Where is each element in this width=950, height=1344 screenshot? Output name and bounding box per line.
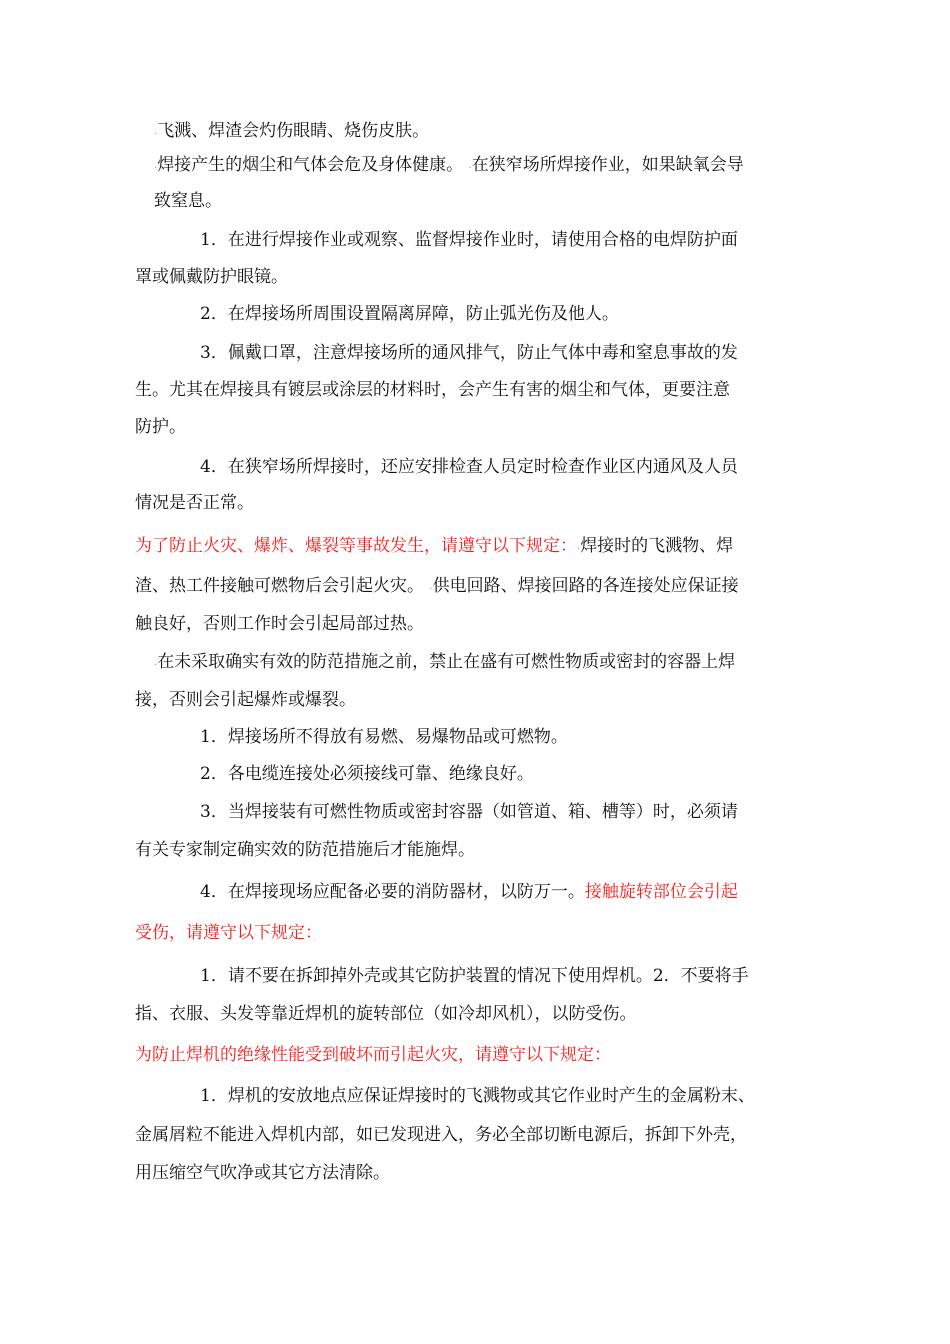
text-line [135, 535, 733, 558]
list-marker: . [154, 126, 158, 137]
list-marker: . [154, 160, 158, 171]
text-line: 4．在狭窄场所焊接时，还应安排检查人员定时检查作业区内通风及人员 [200, 457, 738, 477]
text-line: 2．在焊接场所周围设置隔离屏障，防止弧光伤及他人。 [200, 304, 619, 324]
list-marker: . [429, 581, 433, 592]
text-line [154, 120, 429, 143]
heading-red: 为了防止火灾、爆炸、爆裂等事故发生，请遵守以下规定： [135, 536, 577, 556]
text-span: 供电回路、焊接回路的各连接处应保证接 [432, 576, 739, 596]
text-line: 致窒息。 [154, 191, 222, 211]
heading-red: 受伤，请遵守以下规定： [135, 923, 322, 943]
text-span: 渣、热工件接触可燃物后会引起火灾。 [135, 576, 424, 596]
text-line: 用压缩空气吹净或其它方法清除。 [135, 1163, 390, 1183]
text-line: 接，否则会引起爆炸或爆裂。 [135, 690, 356, 710]
text-span: 4．在焊接现场应配备必要的消防器材，以防万一。 [200, 882, 585, 902]
text-line [154, 154, 744, 177]
list-marker: . [468, 160, 472, 171]
text-line: 有关专家制定确实效的防范措施后才能施焊。 [135, 840, 475, 860]
text-line: 触良好，否则工作时会引起局部过热。 [135, 614, 424, 634]
heading-red: 接触旋转部位会引起 [584, 882, 738, 902]
heading-red: 为防止焊机的绝缘性能受到破坏而引起火灾，请遵守以下规定： [135, 1045, 611, 1065]
text-line: 1．在进行焊接作业或观察、监督焊接作业时，请使用合格的电焊防护面 [200, 230, 738, 250]
text-line: 金属屑粒不能进入焊机内部，如已发现进入，务必全部切断电源后，拆卸下外壳， [135, 1125, 747, 1145]
text-span: 在狭窄场所焊接作业，如果缺氧会导 [471, 155, 744, 175]
text-line: 情况是否正常。 [135, 493, 254, 513]
text-line [135, 575, 739, 598]
list-marker: . [154, 657, 158, 668]
text-span: 在未采取确实有效的防范措施之前，禁止在盛有可燃性物质或密封的容器上焊 [157, 652, 736, 672]
text-line: 2．各电缆连接处必须接线可靠、绝缘良好。 [200, 764, 534, 784]
text-line: 1．焊机的安放地点应保证焊接时的飞溅物或其它作业时产生的金属粉末、 [200, 1086, 755, 1106]
text-line [200, 881, 738, 903]
text-line: 指、衣服、头发等靠近焊机的旋转部位（如冷却风机），以防受伤。 [135, 1004, 637, 1024]
text-line: 1．焊接场所不得放有易燃、易爆物品或可燃物。 [200, 727, 568, 747]
text-span: 飞溅、焊渣会灼伤眼睛、烧伤皮肤。 [157, 121, 430, 141]
text-line: 3．当焊接装有可燃性物质或密封容器（如管道、箱、槽等）时，必须请 [200, 802, 738, 822]
text-line: 3．佩戴口罩，注意焊接场所的通风排气，防止气体中毒和窒息事故的发 [200, 343, 738, 363]
text-line: 防护。 [135, 417, 186, 437]
text-line: 生。尤其在焊接具有镀层或涂层的材料时，会产生有害的烟尘和气体，更要注意 [135, 380, 730, 400]
text-span: 焊接时的飞溅物、焊 [580, 536, 734, 556]
text-line [154, 651, 735, 674]
list-marker: . [577, 541, 581, 552]
text-line: 1．请不要在拆卸掉外壳或其它防护装置的情况下使用焊机。2．不要将手 [200, 966, 749, 986]
text-span: 焊接产生的烟尘和气体会危及身体健康。 [157, 155, 464, 175]
text-line: 罩或佩戴防护眼镜。 [135, 267, 288, 287]
